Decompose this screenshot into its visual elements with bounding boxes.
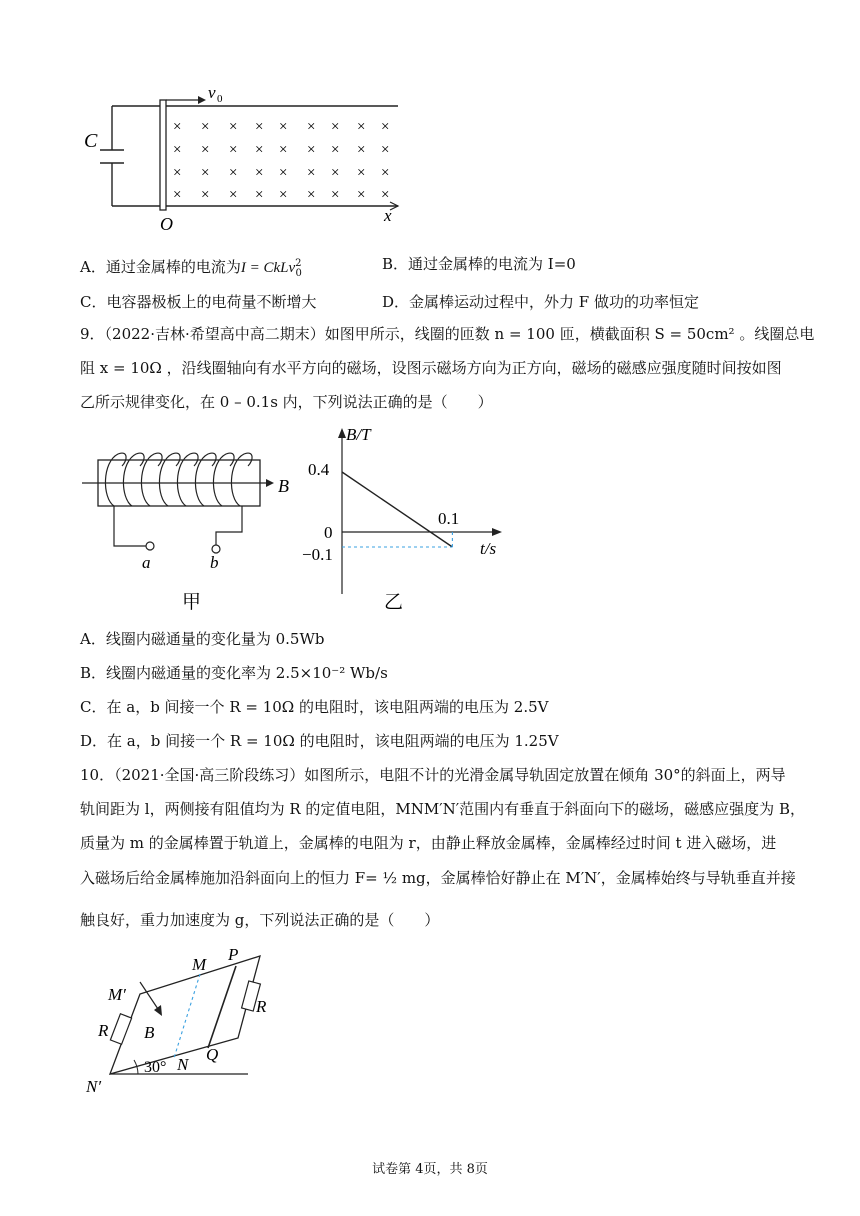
- field-mark: ×: [255, 187, 264, 203]
- field-mark: ×: [307, 119, 316, 135]
- q8-figure: [80, 78, 410, 238]
- boundary-mn: [174, 974, 200, 1058]
- svg-text:R: R: [98, 1021, 109, 1040]
- caption-yi: 乙: [384, 591, 404, 613]
- field-mark: ×: [279, 187, 288, 203]
- q8-option-a: A．通过金属棒的电流为I = CkLv$^2_0$: [80, 258, 302, 279]
- field-mark: ×: [229, 187, 238, 203]
- field-mark: ×: [381, 165, 390, 181]
- tick-y-zero: 0: [324, 523, 333, 542]
- svg-text:30°: 30°: [144, 1059, 167, 1076]
- graph-b-line: [342, 472, 452, 547]
- graph-y-label: B/T: [346, 425, 371, 444]
- q10-stem-line2: 轨间距为 l，两侧接有阻值均为 R 的定值电阻，MNM′N′范围内有垂直于斜面向下的磁场，磁感应强度为 B，: [80, 800, 805, 818]
- rod-pq: [208, 966, 236, 1048]
- q9-option-a: A．线圈内磁通量的变化量为 0.5Wb: [80, 630, 325, 648]
- field-mark: ×: [255, 142, 264, 158]
- field-mark: ×: [229, 142, 238, 158]
- q9-stem-line3: 乙所示规律变化，在 0 – 0.1s 内，下列说法正确的是（ ）: [80, 393, 493, 411]
- q9-option-c: C．在 a，b 间接一个 R = 10Ω 的电阻时，该电阻两端的电压为 2.5V: [80, 698, 549, 716]
- field-mark: ×: [201, 187, 210, 203]
- capacitor-label: C: [84, 130, 98, 152]
- q10-stem-line4: 入磁场后给金属棒施加沿斜面向上的恒力 F= ½ mg，金属棒恰好静止在 M′N′，金属棒始终与导轨垂直并接: [80, 869, 796, 887]
- field-mark: ×: [381, 142, 390, 158]
- svg-text:N: N: [177, 1055, 189, 1074]
- field-mark: ×: [357, 165, 366, 181]
- svg-text:0: 0: [217, 93, 223, 105]
- q10-stem-line1: 10．（2021·全国·高三阶段练习）如图所示，电阻不计的光滑金属导轨固定放置在倾角 30°的斜面上，两导: [80, 766, 786, 784]
- svg-text:R: R: [256, 997, 267, 1016]
- field-mark: ×: [279, 165, 288, 181]
- field-mark: ×: [331, 187, 340, 203]
- b-arrow: [140, 982, 160, 1012]
- q10-stem-line5: 触良好，重力加速度为 g，下列说法正确的是（ ）: [80, 911, 440, 929]
- graph-x-label: t/s: [480, 539, 497, 558]
- q9-stem-line1: 9．（2022·吉林·希望高中高二期末）如图甲所示，线圈的匝数 n = 100 匝，横截面积 S = 50cm² 。线圈总电: [80, 325, 815, 343]
- q9-option-b: B．线圈内磁通量的变化率为 2.5×10⁻² Wb/s: [80, 664, 388, 682]
- field-mark: ×: [229, 119, 238, 135]
- field-mark: ×: [331, 119, 340, 135]
- field-mark: ×: [357, 119, 366, 135]
- field-mark: ×: [357, 142, 366, 158]
- q10-incline-figure: [82, 944, 282, 1094]
- q8-option-c: C．电容器极板上的电荷量不断增大: [80, 293, 317, 311]
- field-mark: ×: [357, 187, 366, 203]
- svg-text:a: a: [142, 553, 151, 572]
- field-mark: ×: [173, 187, 182, 203]
- field-mark: ×: [201, 119, 210, 135]
- axis-label-x: x: [384, 206, 392, 225]
- svg-text:M′: M′: [108, 985, 126, 1004]
- field-mark: ×: [173, 142, 182, 158]
- q8-option-d: D．金属棒运动过程中，外力 F 做功的功率恒定: [382, 293, 699, 311]
- field-mark: ×: [307, 187, 316, 203]
- q9-stem-line2: 阻 x = 10Ω ，沿线圈轴向有水平方向的磁场，设图示磁场方向为正方向，磁场的磁感应强度随时间按如图: [80, 359, 782, 377]
- terminal-a: [146, 542, 154, 550]
- svg-text:B: B: [144, 1023, 155, 1042]
- field-mark: ×: [279, 119, 288, 135]
- caption-jia: 甲: [182, 591, 202, 613]
- tick-y-top: 0.4: [308, 460, 330, 479]
- tick-y-neg: −0.1: [302, 545, 333, 564]
- magnetic-field-marks: [173, 119, 389, 203]
- field-mark: ×: [307, 165, 316, 181]
- field-mark: ×: [173, 119, 182, 135]
- field-mark: ×: [255, 165, 264, 181]
- field-mark: ×: [173, 165, 182, 181]
- terminal-b: [212, 545, 220, 553]
- field-mark: ×: [201, 142, 210, 158]
- field-mark: ×: [229, 165, 238, 181]
- resistor-left: [110, 1014, 131, 1044]
- q9-option-d: D．在 a，b 间接一个 R = 10Ω 的电阻时，该电阻两端的电压为 1.25V: [80, 732, 559, 750]
- svg-text:b: b: [210, 553, 219, 572]
- field-mark: ×: [331, 165, 340, 181]
- tick-x: 0.1: [438, 509, 460, 528]
- metal-rod: [160, 100, 166, 210]
- field-mark: ×: [255, 119, 264, 135]
- velocity-label: v: [208, 83, 216, 102]
- field-mark: ×: [279, 142, 288, 158]
- field-mark: ×: [381, 119, 390, 135]
- svg-text:M: M: [192, 955, 207, 974]
- field-mark: ×: [331, 142, 340, 158]
- q9-bt-graph: [296, 420, 526, 620]
- svg-text:N′: N′: [86, 1077, 102, 1094]
- field-mark: ×: [201, 165, 210, 181]
- coil-field-label: B: [278, 476, 289, 496]
- q9-coil-figure: [82, 436, 302, 616]
- svg-text:Q: Q: [206, 1045, 219, 1064]
- q10-stem-line3: 质量为 m 的金属棒置于轨道上，金属棒的电阻为 r，由静止释放金属棒，金属棒经过时间 t 进入磁场，进: [80, 834, 777, 852]
- field-mark: ×: [307, 142, 316, 158]
- field-mark: ×: [381, 187, 390, 203]
- q8-option-b: B．通过金属棒的电流为 I=0: [382, 255, 576, 273]
- svg-text:P: P: [228, 945, 239, 964]
- origin-label: O: [160, 214, 173, 234]
- page-footer: 试卷第 4页，共 8页: [372, 1162, 488, 1177]
